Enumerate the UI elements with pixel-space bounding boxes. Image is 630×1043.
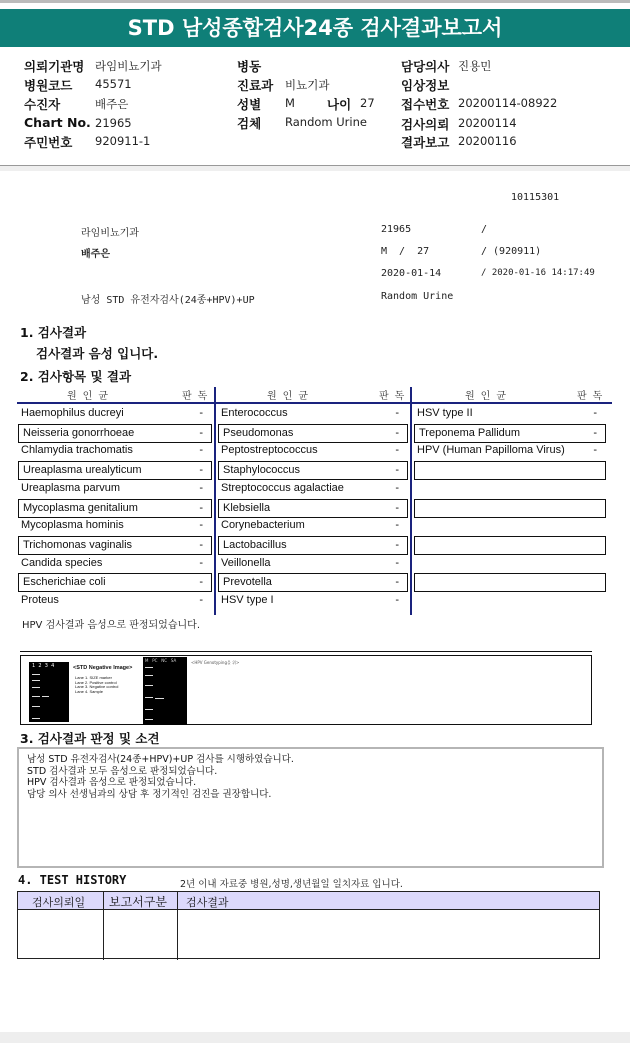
info-value: M bbox=[285, 96, 295, 110]
pathogen-name: Peptostreptococcus bbox=[221, 444, 318, 457]
gel-title: <STD Negative Image> bbox=[73, 665, 133, 671]
report-number: 10115301 bbox=[511, 192, 560, 203]
pathogen-name: Streptococcus agalactiae bbox=[221, 481, 344, 494]
hpv-note: HPV 검사결과 음성으로 판정되었습니다. bbox=[22, 620, 201, 631]
result-row bbox=[17, 442, 211, 461]
result-row bbox=[17, 480, 211, 499]
result-value: - bbox=[395, 426, 399, 439]
header-rule bbox=[17, 402, 612, 404]
result-value: - bbox=[199, 481, 203, 494]
result-row bbox=[218, 536, 408, 555]
info-label: 결과보고 bbox=[401, 135, 450, 150]
hpv-gel-image bbox=[143, 657, 187, 725]
hpv-caption: <HPV Genotyping을 위> bbox=[191, 660, 240, 665]
pathogen-name: HSV type II bbox=[417, 407, 473, 419]
info-value: Random Urine bbox=[285, 115, 367, 129]
result-value: - bbox=[395, 576, 399, 589]
info-label: 담당의사 bbox=[401, 59, 450, 74]
result-value: - bbox=[199, 556, 203, 569]
result-row bbox=[218, 573, 408, 592]
result-row bbox=[18, 461, 212, 480]
pathogen-name: Staphylococcus bbox=[223, 464, 301, 477]
section1-title: 1. 검사결과 bbox=[20, 325, 87, 340]
info-value: 20200116 bbox=[458, 134, 517, 148]
info-value: 920911-1 bbox=[95, 134, 151, 148]
result-value: - bbox=[395, 556, 399, 569]
chart-separator: / bbox=[481, 224, 488, 235]
info-label: 성별 bbox=[237, 97, 262, 112]
info-label: 의뢰기관명 bbox=[24, 59, 85, 74]
col-header-pathogen: 원인균 bbox=[267, 391, 314, 402]
result-row bbox=[217, 517, 407, 536]
legend-line: Lane 1. SIZE marker bbox=[75, 675, 112, 680]
pathogen-name: Trichomonas vaginalis bbox=[23, 538, 133, 551]
opinion-line: 담당 의사 선생님과의 상담 후 정기적인 검진을 권장합니다. bbox=[27, 788, 272, 800]
pathogen-name: Treponema Pallidum bbox=[419, 426, 521, 439]
result-value: - bbox=[395, 407, 399, 419]
top-border bbox=[0, 0, 630, 3]
result-row bbox=[17, 517, 211, 536]
pathogen-name: Prevotella bbox=[223, 576, 272, 589]
result-value: - bbox=[199, 407, 203, 419]
result-row bbox=[217, 442, 407, 461]
pathogen-name: Ureaplasma urealyticum bbox=[23, 464, 142, 477]
result-value: - bbox=[199, 426, 203, 439]
legend-line: Lane 4. Sample bbox=[75, 688, 104, 694]
info-value: 45571 bbox=[95, 77, 132, 91]
result-row bbox=[17, 592, 211, 611]
result-row bbox=[218, 424, 408, 443]
info-label: 병동 bbox=[237, 59, 262, 74]
pathogen-name: Veillonella bbox=[221, 556, 271, 569]
pathogen-name: Escherichiae coli bbox=[23, 576, 106, 589]
result-value: - bbox=[395, 538, 399, 551]
result-row bbox=[413, 405, 605, 424]
result-value: - bbox=[199, 464, 203, 477]
section2-title: 2. 검사항목 및 결과 bbox=[20, 369, 132, 384]
pathogen-name: Mycoplasma genitalium bbox=[23, 501, 138, 514]
report-title: STD 남성종합검사24종 검사결과보고서 bbox=[0, 9, 630, 47]
legend-line: Lane 3. Negative control bbox=[75, 684, 119, 689]
info-label: 진료과 bbox=[237, 78, 274, 93]
result-row bbox=[414, 461, 606, 480]
info-value: 비뇨기과 bbox=[285, 78, 330, 92]
info-value: 배주은 bbox=[95, 97, 129, 111]
pathogen-name: Lactobacillus bbox=[223, 538, 287, 551]
pathogen-name: Corynebacterium bbox=[221, 519, 305, 532]
col-header-pathogen: 원인균 bbox=[465, 391, 512, 402]
opinion-line: STD 검사결과 모두 음성으로 판정되었습니다. bbox=[27, 765, 218, 777]
pathogen-name: Mycoplasma hominis bbox=[21, 519, 124, 532]
pathogen-name: HSV type I bbox=[221, 594, 274, 606]
section1-result: 검사결과 음성 입니다. bbox=[36, 346, 159, 361]
result-row bbox=[18, 424, 212, 443]
result-row bbox=[17, 555, 211, 574]
result-value: - bbox=[593, 444, 597, 457]
gel-lane-numbers: 1 2 3 4 bbox=[32, 663, 55, 669]
section3-title: 3. 검사결과 판정 및 소견 bbox=[20, 731, 160, 746]
pathogen-name: Neisseria gonorrhoeae bbox=[23, 426, 135, 439]
info-value: 21965 bbox=[95, 116, 132, 130]
opinion-line: HPV 검사결과 음성으로 판정되었습니다. bbox=[27, 777, 197, 788]
info-value: 20200114 bbox=[458, 116, 517, 130]
column-divider bbox=[214, 387, 216, 615]
pathogen-name: Candida species bbox=[21, 556, 103, 569]
history-note: 2년 이내 자료중 병원,성명,생년월일 일치자료 입니다. bbox=[180, 879, 403, 890]
col-header-pathogen: 원인균 bbox=[67, 391, 114, 402]
info-label: 접수번호 bbox=[401, 97, 450, 112]
info-value: 라임비뇨기과 bbox=[95, 59, 162, 73]
history-header-row bbox=[18, 892, 599, 910]
info-value: 진용민 bbox=[458, 59, 492, 73]
result-value: - bbox=[593, 407, 597, 419]
pathogen-name: Pseudomonas bbox=[223, 426, 294, 439]
pathogen-name: Proteus bbox=[21, 594, 59, 606]
clinic-name: 라임비뇨기과 bbox=[81, 228, 139, 239]
birth-date: / (920911) bbox=[481, 246, 542, 257]
pathogen-name: Haemophilus ducreyi bbox=[21, 407, 124, 419]
gel-image-panel bbox=[20, 655, 592, 725]
specimen: Random Urine bbox=[381, 291, 454, 302]
result-value: - bbox=[199, 519, 203, 532]
result-row bbox=[18, 573, 212, 592]
legend-line: Lane 2. Positive control bbox=[75, 679, 117, 685]
result-value: - bbox=[395, 501, 399, 514]
result-row bbox=[18, 499, 212, 518]
result-value: - bbox=[395, 444, 399, 457]
info-label: 검사의뢰 bbox=[401, 117, 450, 132]
result-value: - bbox=[395, 519, 399, 532]
received-date: 2020-01-14 bbox=[381, 268, 442, 279]
pathogen-name: Klebsiella bbox=[223, 501, 271, 514]
result-value: - bbox=[199, 501, 203, 514]
result-row bbox=[18, 536, 212, 555]
pathogen-name: Enterococcus bbox=[221, 407, 288, 419]
result-row bbox=[218, 461, 408, 480]
info-label: 주민번호 bbox=[24, 135, 73, 150]
result-row bbox=[218, 499, 408, 518]
history-col-result: 검사결과 bbox=[186, 896, 229, 909]
info-label: 나이 bbox=[327, 97, 352, 112]
column-divider bbox=[103, 892, 104, 960]
result-value: - bbox=[593, 426, 597, 439]
info-label: 수진자 bbox=[24, 97, 61, 112]
result-value: - bbox=[199, 444, 203, 457]
opinion-box bbox=[17, 747, 604, 868]
std-gel-image bbox=[29, 662, 69, 722]
result-value: - bbox=[199, 576, 203, 589]
result-row bbox=[17, 405, 211, 424]
reported-datetime: / 2020-01-16 14:17:49 bbox=[481, 268, 595, 278]
result-row bbox=[414, 424, 606, 443]
pathogen-name: Ureaplasma parvum bbox=[21, 481, 121, 494]
history-table bbox=[17, 891, 600, 959]
result-row bbox=[217, 405, 407, 424]
history-col-type: 보고서구분 bbox=[109, 895, 167, 909]
result-row bbox=[217, 592, 407, 611]
result-value: - bbox=[395, 594, 399, 606]
info-label: 검체 bbox=[237, 116, 262, 131]
result-value: - bbox=[199, 538, 203, 551]
results-table bbox=[17, 387, 612, 615]
result-row bbox=[414, 499, 606, 518]
chart-number: 21965 bbox=[381, 224, 412, 235]
divider bbox=[20, 651, 592, 652]
section4-title: 4. TEST HISTORY bbox=[18, 873, 127, 887]
column-divider bbox=[410, 387, 412, 615]
result-row bbox=[217, 555, 407, 574]
info-label: Chart No. bbox=[24, 115, 91, 130]
pathogen-name: HPV (Human Papilloma Virus) bbox=[417, 444, 565, 457]
column-divider bbox=[177, 892, 178, 960]
sex-age: M / 27 bbox=[381, 246, 430, 257]
test-name: 남성 STD 유전자검사(24종+HPV)+UP bbox=[81, 295, 255, 306]
bottom-band bbox=[0, 1032, 630, 1043]
result-value: - bbox=[395, 481, 399, 494]
hpv-lane-labels: M PC NC SA bbox=[145, 658, 177, 663]
pathogen-name: Chlamydia trachomatis bbox=[21, 444, 133, 457]
info-label: 임상정보 bbox=[401, 78, 450, 93]
result-row bbox=[217, 480, 407, 499]
info-value: 27 bbox=[360, 96, 375, 110]
gel-legend bbox=[75, 676, 118, 694]
result-row bbox=[414, 573, 606, 592]
opinion-line: 남성 STD 유전자검사(24종+HPV)+UP 검사를 시행하였습니다. bbox=[27, 754, 294, 765]
result-value: - bbox=[395, 464, 399, 477]
divider bbox=[17, 958, 600, 959]
info-value: 20200114-08922 bbox=[458, 96, 558, 110]
divider-band bbox=[0, 166, 630, 171]
col-header-result: 판독 bbox=[577, 391, 609, 402]
result-row bbox=[414, 536, 606, 555]
col-header-result: 판독 bbox=[182, 391, 214, 402]
info-label: 병원코드 bbox=[24, 78, 73, 93]
patient-name: 배주은 bbox=[81, 249, 110, 260]
col-header-result: 판독 bbox=[379, 391, 411, 402]
result-row bbox=[413, 442, 605, 461]
history-col-date: 검사의뢰일 bbox=[32, 896, 86, 909]
result-value: - bbox=[199, 594, 203, 606]
